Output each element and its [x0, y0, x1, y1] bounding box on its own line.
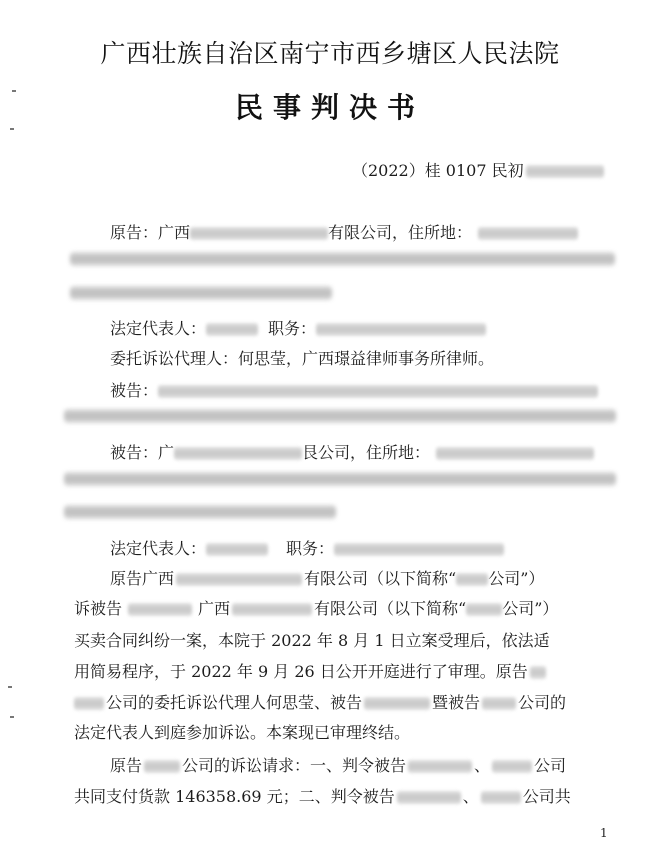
redaction: [530, 666, 546, 679]
page-number: 1: [600, 826, 608, 840]
plaintiff-suffix: 有限公司，住所地：: [328, 223, 473, 242]
body-text: 原告广西: [110, 569, 175, 588]
body-text: 公司”）: [488, 569, 545, 588]
redaction: [176, 573, 302, 586]
redaction: [158, 385, 598, 398]
defendant2-line: [110, 440, 594, 463]
redaction: [232, 603, 312, 616]
redaction: [174, 447, 302, 460]
case-number: [352, 158, 604, 181]
body-text: 有限公司（以下简称“: [314, 599, 467, 618]
redaction-bar: [64, 472, 616, 486]
redaction: [526, 165, 604, 178]
body-text: 、: [474, 756, 491, 775]
defendant2-suffix: 艮公司，住所地：: [302, 443, 431, 462]
body-line: [74, 690, 566, 713]
scan-mark: [10, 716, 14, 718]
body-text: 公司的诉讼请求：一、判令被告: [182, 756, 407, 775]
document-title: 民事判决书: [234, 91, 425, 124]
legal-rep2-line: [110, 536, 504, 559]
redaction: [456, 573, 488, 586]
body-line: [110, 566, 544, 589]
body-text: 诉被告: [74, 599, 123, 618]
body-text: 有限公司（以下简称“: [304, 569, 457, 588]
redaction: [492, 760, 532, 773]
scan-mark: [12, 90, 16, 92]
plaintiff-line: [110, 220, 578, 243]
defendant1-label: 被告：: [110, 381, 159, 400]
body-text: 用简易程序，于 2022 年 9 月 26 日公开开庭进行了审理。原告: [74, 662, 528, 681]
body-line: [74, 596, 558, 619]
redaction: [190, 227, 328, 240]
legal-rep-line: [110, 316, 486, 339]
position-label: 职务：: [268, 319, 317, 338]
redaction-bar: [70, 286, 332, 300]
redaction: [206, 323, 258, 336]
redaction: [397, 791, 461, 804]
redaction-bar: [64, 409, 616, 423]
redaction: [334, 543, 504, 556]
redaction: [144, 760, 180, 773]
body-text: 、: [462, 787, 479, 806]
body-line: [74, 659, 546, 682]
body-line: 法定代表人到庭参加诉讼。本案现已审理终结。: [74, 723, 411, 742]
redaction: [206, 543, 268, 556]
legal-rep-label: 法定代表人：: [110, 319, 207, 338]
agent-line: 委托诉讼代理人：何思莹，广西璟益律师事务所律师。: [110, 349, 495, 368]
body-text: 原告: [110, 756, 143, 775]
court-name: 广西壮族自治区南宁市西乡塘区人民法院: [100, 39, 560, 68]
body-line: 买卖合同纠纷一案，本院于 2022 年 8 月 1 日立案受理后，依法适: [74, 631, 550, 650]
body-text: 广西: [198, 599, 231, 618]
plaintiff-label: 原告：广西: [110, 223, 191, 242]
body-text: 公司的: [518, 693, 567, 712]
defendant2-label: 被告：广: [110, 443, 175, 462]
redaction-bar: [64, 505, 336, 519]
body-text: 共同支付货款 146358.69 元；二、判令被告: [74, 787, 395, 806]
body-text: 公司: [534, 756, 567, 775]
redaction: [436, 447, 594, 460]
body-text: 公司共: [522, 787, 571, 806]
redaction: [316, 323, 486, 336]
redaction: [481, 791, 521, 804]
redaction: [364, 697, 430, 710]
legal-rep2-label: 法定代表人：: [110, 539, 207, 558]
body-text: 暨被告: [432, 693, 481, 712]
scan-mark: [10, 128, 14, 130]
body-line: [110, 753, 566, 776]
position2-label: 职务：: [286, 539, 335, 558]
redaction: [482, 697, 516, 710]
case-number-text: （2022）桂 0107 民初: [352, 161, 524, 180]
redaction: [74, 697, 104, 710]
redaction: [466, 603, 502, 616]
defendant1-line: [110, 378, 598, 401]
redaction-bar: [70, 252, 615, 266]
redaction: [478, 227, 578, 240]
body-text: 公司的委托诉讼代理人何思莹、被告: [106, 693, 363, 712]
body-line: [74, 784, 571, 807]
body-text: 公司”）: [502, 599, 559, 618]
redaction: [128, 603, 192, 616]
redaction: [408, 760, 472, 773]
scan-mark: [8, 686, 12, 688]
